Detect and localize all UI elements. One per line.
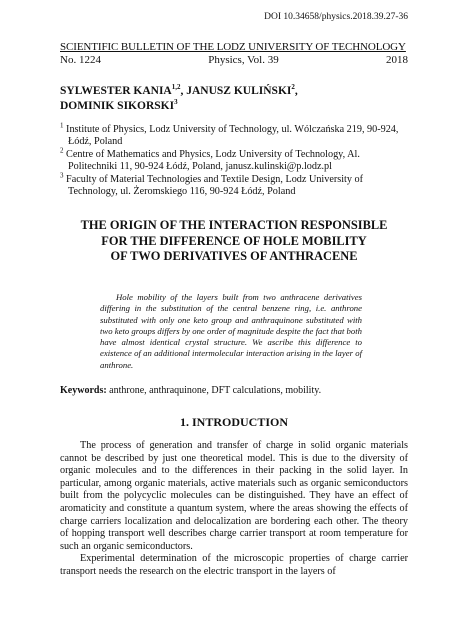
author-affil-sup: 1,2 — [171, 83, 181, 92]
affiliations — [60, 121, 406, 198]
affiliation-text: Institute of Physics, Lodz University of Technology, ul. Wólczańska 219, 90-924, Łódź, Poland — [63, 124, 399, 148]
keywords-text: anthrone, anthraquinone, DFT calculations, mobility. — [106, 385, 322, 396]
section-heading: 1. INTRODUCTION — [179, 415, 288, 429]
affiliation-sup: 1 — [60, 121, 64, 130]
author-name: SYLWESTER KANIA — [60, 85, 172, 97]
paper-title — [60, 218, 408, 265]
author-affil-sup: 3 — [174, 97, 178, 106]
affiliation-item — [60, 146, 406, 174]
abstract: Hole mobility of the layers built from two anthracene derivatives differing in the substitution of the central benzene ring, i.e. anthrone substituted with only one keto group and anthraquinone substituted with two keto groups differs by one order of magnitude despite the fact that both have almost identical crystal structure. We ascribe this difference to existence of an additional intermolecular interaction arising in the layer of anthrone. — [100, 292, 362, 370]
title-line: FOR THE DIFFERENCE OF HOLE MOBILITY — [101, 233, 367, 248]
title-line: OF TWO DERIVATIVES OF ANTHRACENE — [110, 249, 358, 263]
journal-issue-row — [60, 54, 408, 67]
year: 2018 — [386, 54, 408, 66]
title-line: THE ORIGIN OF THE INTERACTION RESPONSIBLE — [80, 218, 388, 232]
keywords-label: Keywords: — [60, 385, 107, 396]
issue-number: No. 1224 — [60, 54, 101, 66]
keywords — [60, 385, 408, 396]
authors-line-1 — [60, 84, 408, 99]
affiliation-item — [60, 121, 406, 149]
affiliation-sup: 2 — [60, 146, 64, 155]
authors — [60, 84, 408, 113]
author-affil-sup: 2 — [291, 83, 295, 92]
author-separator: , — [294, 85, 298, 97]
paragraph: The process of generation and transfer of charge in solid organic materials cannot be described by just one theoretical model. This is due to the diversity of organic molecules and to the differences in their packing in the solid layer. In particular, among organic materials, active materials such as organic semiconductors built from the polycyclic molecules can be distinguished. They have an effect of aromaticity and constitute a quantum system, where the areas showing the effects of charge carriers localization and delocalization are bordering each other. The theory of hopping transport well describes charge carrier transport at room temperature for such an organic semiconductors. — [60, 440, 408, 552]
journal-header — [60, 41, 408, 67]
author-name: JANUSZ KULIŃSKI — [186, 85, 292, 97]
authors-line-2 — [60, 99, 408, 114]
body-text — [60, 440, 408, 579]
paragraph: Experimental determination of the microscopic properties of charge carrier transport needs the research on the electric transport in the layers of — [60, 553, 408, 577]
affiliation-text: Faculty of Material Technologies and Textile Design, Lodz University of Technology, ul. Żeromskiego 116, 90-924 Łódź, Poland — [63, 173, 364, 198]
volume: Physics, Vol. 39 — [208, 54, 279, 66]
journal-title: SCIENTIFIC BULLETIN OF THE LODZ UNIVERSITY OF TECHNOLOGY — [60, 41, 406, 53]
author-separator: , — [180, 85, 187, 97]
affiliation-text: Centre of Mathematics and Physics, Lodz University of Technology, Al. Politechniki 11, 90-924 Łódź, Poland, janusz.kulinski@p.lodz.pl — [63, 148, 360, 173]
doi: DOI 10.34658/physics.2018.39.27-36 — [264, 12, 408, 22]
author-name: DOMINIK SIKORSKI — [60, 99, 175, 112]
affiliation-item — [60, 171, 406, 199]
affiliation-sup: 3 — [60, 171, 64, 180]
